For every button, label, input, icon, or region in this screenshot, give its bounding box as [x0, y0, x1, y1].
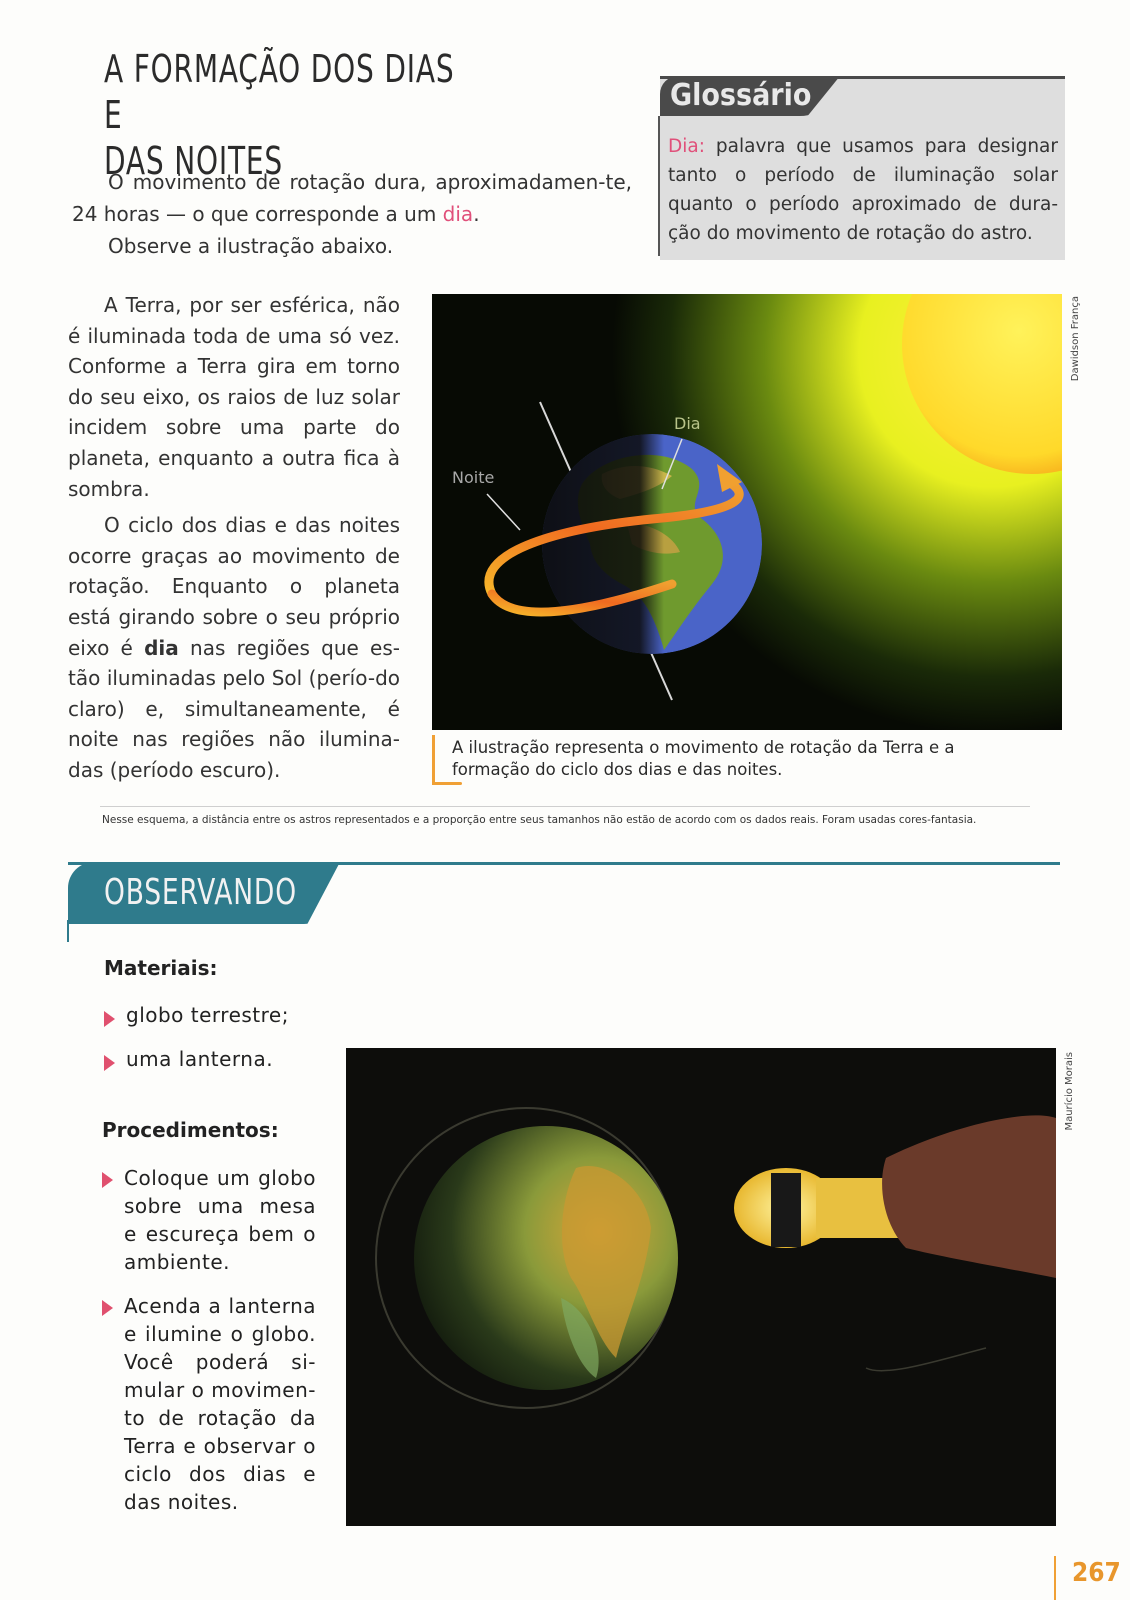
body-paragraph-2 [68, 510, 400, 785]
intro-paragraph-1 [72, 166, 632, 230]
body-p2-end: nas regiões que es-tão iluminadas pelo Sol (perío-do claro) e, simultaneamente, é noite nas regiões não ilumina-das (período escuro). [68, 635, 401, 782]
procedures-heading: Procedimentos: [102, 1118, 279, 1142]
intro-text-end: . [473, 202, 480, 226]
observando-side-line [67, 920, 69, 942]
earth-sun-illustration [432, 294, 1062, 730]
glossary-definition [668, 132, 1058, 248]
title-line-2: DAS NOITES [104, 139, 284, 183]
title-line-1: A FORMAÇÃO DOS DIAS E [104, 47, 455, 137]
glossary-side-line [658, 116, 660, 256]
flashlight-band [771, 1173, 801, 1247]
glossary-term: Dia: [668, 136, 705, 157]
page-number-bar [1054, 1556, 1056, 1600]
illustration-credit: Dawidson França [1070, 296, 1081, 382]
list-item: Coloque um globo sobre uma mesa e escureça bem o ambiente. [100, 1164, 316, 1276]
list-item: uma lanterna. [102, 1047, 322, 1071]
materials-list [102, 1003, 322, 1071]
globe-photo-illustration [346, 1048, 1056, 1526]
glossary-title: Glossário [670, 78, 812, 113]
body-p2-start: O ciclo dos dias e das noites ocorre graças ao movimento de rotação. Enquanto o planeta está girando sobre o seu próprio eixo é [68, 513, 400, 660]
list-item: Acenda a lanterna e ilumine o globo. Você poderá si-mular o movimen-to de rotação da Terra e observar o ciclo dos dias e das noites. [100, 1292, 316, 1516]
procedures-list [100, 1164, 316, 1532]
observando-title: OBSERVANDO [104, 872, 297, 913]
body-p2-bold: dia [144, 635, 179, 660]
materials-heading: Materiais: [104, 956, 218, 980]
illustration-caption: A ilustração representa o movimento de rotação da Terra e a formação do ciclo dos dias e das noites. [452, 738, 955, 779]
glossary-term-link: dia [442, 202, 474, 226]
intro-text [72, 166, 632, 262]
divider [100, 806, 1030, 807]
page-title [104, 46, 481, 184]
glossary-definition-text: palavra que usamos para designar tanto o período de iluminação solar quanto o período aproximado de dura-ção do movimento de rotação do astro. [668, 136, 1058, 244]
body-paragraph-1: A Terra, por ser esférica, não é iluminada toda de uma só vez. Conforme a Terra gira em torno do seu eixo, os raios de luz solar incidem sobre uma parte do planeta, enquanto a outra fica à sombra. [68, 293, 400, 501]
rotation-illustration [432, 294, 1062, 730]
globe-flashlight-photo [346, 1048, 1056, 1526]
caption-accent-bar [432, 735, 435, 785]
intro-paragraph-2: Observe a ilustração abaixo. [108, 234, 394, 258]
glossary-box [660, 76, 1065, 260]
caption-accent-hook [432, 782, 462, 785]
page-number: 267 [1072, 1558, 1121, 1588]
intro-text-start: O movimento de rotação dura, aproximadamen-te, 24 horas — o que corresponde a um [72, 170, 632, 226]
photo-credit: Maurício Morais [1064, 1052, 1075, 1131]
body-text [68, 290, 400, 792]
scale-note: Nesse esquema, a distância entre os astros representados e a proporção entre seus tamanhos não estão de acordo com os dados reais. Foram usadas cores-fantasia. [102, 814, 977, 826]
night-label: Noite [452, 468, 495, 487]
list-item: globo terrestre; [102, 1003, 322, 1027]
day-label: Dia [674, 414, 701, 433]
